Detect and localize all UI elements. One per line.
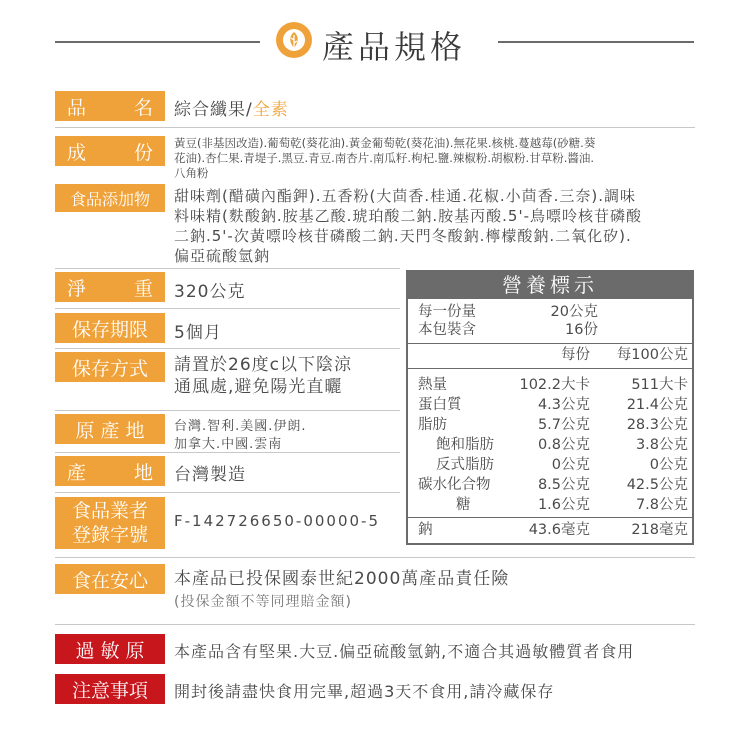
label-ingredients: 成 份 — [55, 136, 165, 166]
nutrient-per-serving: 5.7公克 — [537, 417, 590, 433]
additives-text: 甜味劑(醋磺內酯鉀).五香粉(大茴香.桂通.花椒.小茴香.三奈).調味 料味精(麩酸鈉.胺基乙酸.琥珀酸二鈉.胺基丙酸.5'-鳥嘌呤核苷磷酸 二鈉.5'-次黃嘌呤核苷磷酸二鈉.天門冬酸鈉.檸檬酸鈉.二氧化矽). 偏亞硫酸氫鈉 — [174, 187, 643, 265]
made-in-value: 台灣製造 — [174, 465, 246, 485]
nutrient-per-100g: 3.8公克 — [635, 437, 688, 453]
divider — [55, 410, 400, 411]
nutrient-per-100g: 218毫克 — [631, 522, 688, 538]
nutrition-table — [406, 270, 694, 545]
nutrient-name: 蛋白質 — [418, 397, 462, 413]
label-storage: 保存方式 — [55, 352, 165, 382]
nutrient-name: 脂肪 — [418, 417, 447, 433]
nutrient-name: 熱量 — [418, 377, 447, 393]
nutrient-per-serving: 4.3公克 — [537, 397, 590, 413]
nutrient-name: 鈉 — [418, 522, 433, 538]
nutrient-per-serving: 43.6毫克 — [528, 522, 590, 538]
vegan-tag: 全素 — [252, 100, 289, 120]
serving-size-value: 20公克 — [550, 304, 598, 320]
origin-text: 台灣.智利.美國.伊朗. 加拿大.中國.雲南 — [174, 419, 307, 452]
nutrient-per-100g: 21.4公克 — [626, 397, 688, 413]
label-weight: 淨 重 — [55, 272, 165, 302]
divider — [55, 268, 400, 269]
table-rule — [408, 343, 692, 344]
product-name: 綜合纖果/全素 — [174, 100, 289, 120]
nutrient-per-serving: 0公克 — [551, 457, 590, 473]
divider — [55, 308, 400, 309]
serving-size-label: 每一份量 — [418, 304, 476, 320]
divider — [55, 624, 695, 625]
label-made-in: 產 地 — [55, 456, 165, 486]
allergen-text: 本產品含有堅果.大豆.偏亞硫酸氫鈉,不適合其過敏體質者食用 — [174, 642, 635, 661]
divider — [55, 348, 400, 349]
servings-per-pack-label: 本包裝含 — [418, 322, 476, 338]
nutrient-per-100g: 7.8公克 — [635, 497, 688, 513]
label-origin: 原 產 地 — [55, 414, 165, 444]
servings-per-pack-value: 16份 — [565, 322, 598, 338]
insurance-text: 本產品已投保國泰世紀2000萬產品責任險 (投保金額不等同理賠金額) — [174, 569, 510, 610]
nutrient-per-100g: 42.5公克 — [626, 477, 688, 493]
divider — [55, 127, 695, 128]
nutrient-per-serving: 102.2大卡 — [519, 377, 590, 393]
table-rule — [408, 517, 692, 518]
storage-text: 請置於26度c以下陰涼 通風處,避免陽光直曬 — [174, 355, 352, 397]
nutrient-name: 碳水化合物 — [418, 477, 491, 493]
shelf-life-value: 5個月 — [174, 323, 222, 343]
nutrient-per-100g: 28.3公克 — [626, 417, 688, 433]
label-registration: 食品業者 登錄字號 — [55, 497, 165, 549]
leaf-logo-icon — [276, 22, 312, 58]
header-rule-left — [55, 41, 260, 43]
label-name: 品 名 — [55, 91, 165, 121]
ingredients-text: 黃豆(非基因改造).葡萄乾(葵花油).黃金葡萄乾(葵花油).無花果.核桃.蔓越莓(砂糖.葵 花油).杏仁果.青堤子.黑豆.青豆.南杏片.南瓜籽.枸杞.鹽.辣椒粉.胡椒粉.甘草粉.醬油. 八角粉 — [174, 136, 596, 180]
nutrient-name: 糖 — [456, 497, 471, 513]
divider — [55, 557, 695, 558]
nutrient-per-100g: 0公克 — [649, 457, 688, 473]
nutrient-per-100g: 511大卡 — [631, 377, 688, 393]
notice-text: 開封後請盡快食用完畢,超過3天不食用,請冷藏保存 — [174, 682, 555, 701]
col-per-100g: 每100公克 — [616, 347, 688, 363]
label-additives: 食品添加物 — [55, 184, 165, 212]
nutrition-title: 營養標示 — [408, 272, 692, 299]
divider — [55, 452, 400, 453]
nutrient-per-serving: 0.8公克 — [537, 437, 590, 453]
nutrient-per-serving: 1.6公克 — [537, 497, 590, 513]
col-per-serving: 每份 — [561, 347, 590, 363]
registration-value: F-142726650-00000-5 — [174, 512, 381, 530]
page-title: 產品規格 — [322, 28, 467, 66]
table-rule — [408, 368, 692, 369]
nutrient-name: 飽和脂肪 — [436, 437, 494, 453]
divider — [55, 492, 400, 493]
label-shelf-life: 保存期限 — [55, 313, 165, 343]
weight-value: 320公克 — [174, 282, 246, 302]
nutrient-name: 反式脂肪 — [436, 457, 494, 473]
nutrient-per-serving: 8.5公克 — [537, 477, 590, 493]
header-rule-right — [498, 41, 694, 43]
label-notice: 注意事項 — [55, 674, 165, 704]
label-allergen: 過 敏 原 — [55, 634, 165, 664]
label-insurance: 食在安心 — [55, 564, 165, 594]
